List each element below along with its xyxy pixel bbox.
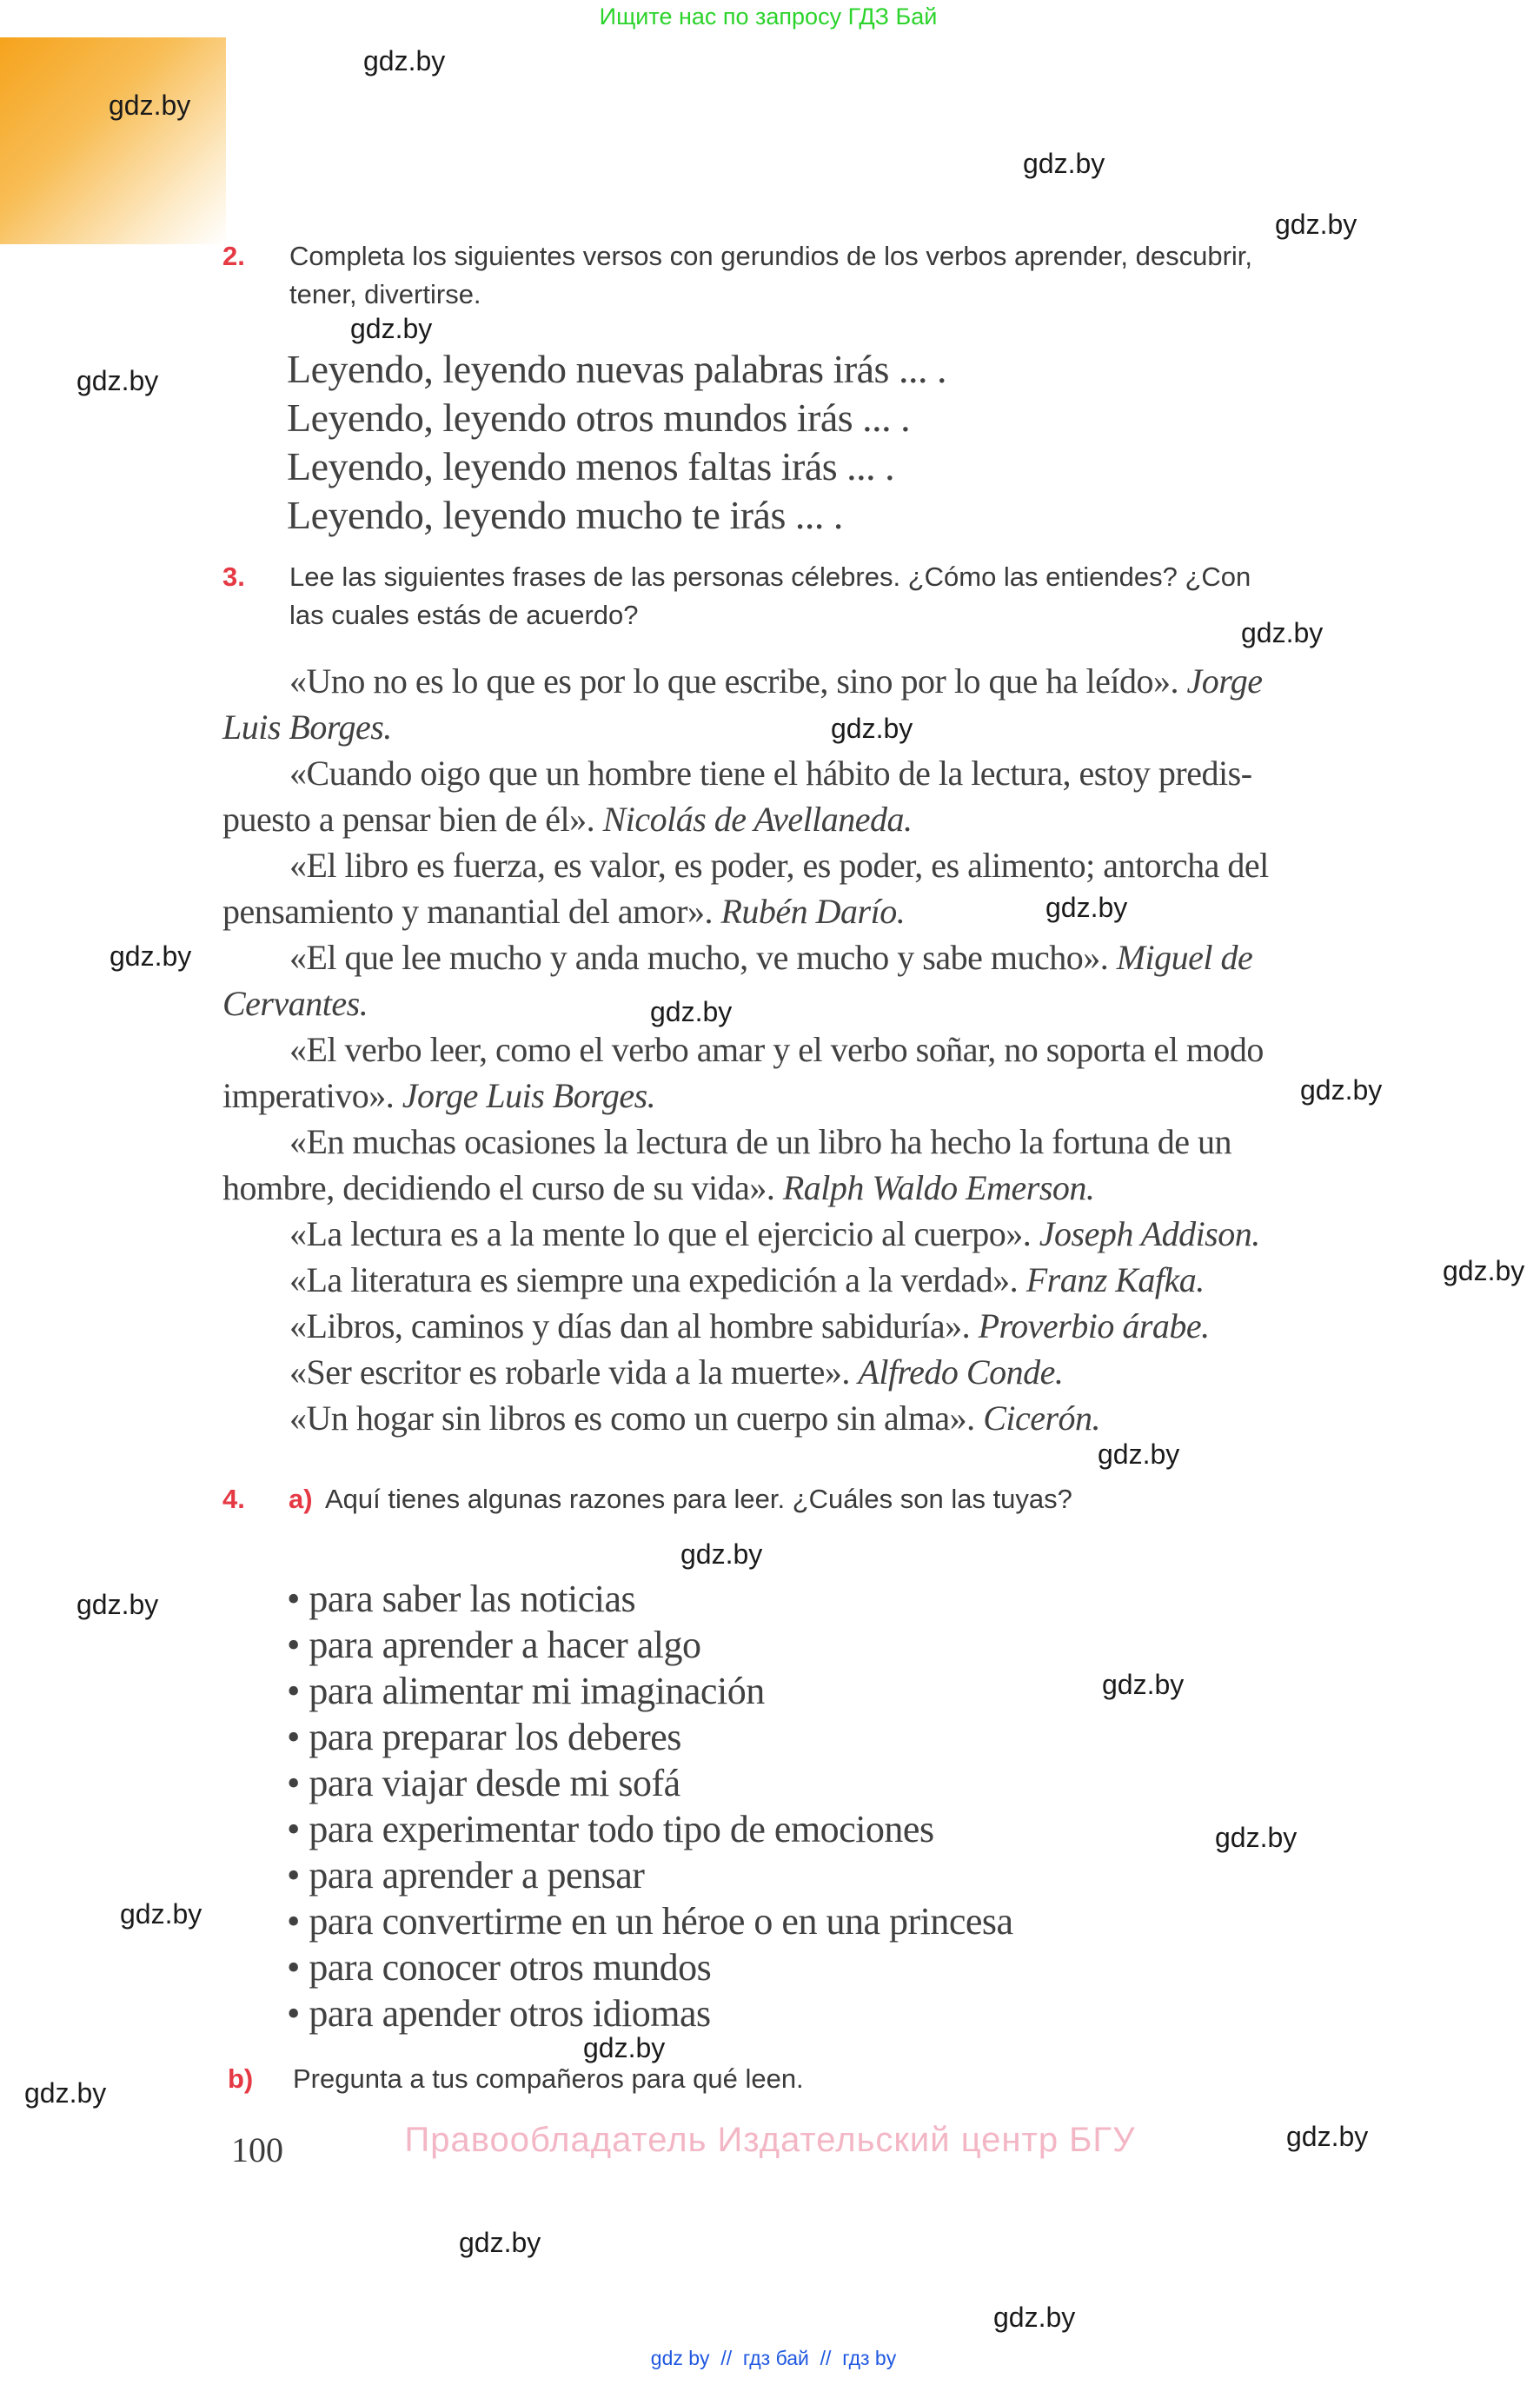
quote-text: «El verbo leer, como el verbo amar y el verbo soñar, no soporta el modo: [289, 1030, 1264, 1069]
quote-author: Proverbio árabe.: [978, 1306, 1210, 1345]
quote-text: puesto a pensar bien de él».: [222, 800, 603, 839]
bullet-item: • para conocer otros mundos: [287, 1946, 712, 1989]
quote-author: Joseph Addison.: [1039, 1214, 1260, 1253]
watermark-gdzby: gdz.by: [1300, 1074, 1383, 1106]
watermark-gdzby: gdz.by: [363, 45, 446, 76]
bullet-item: • para convertirme en un héroe o en una princesa: [287, 1900, 1013, 1943]
quote-line: [289, 661, 1263, 701]
quote-line: [222, 707, 392, 747]
quote-text: «En muchas ocasiones la lectura de un libro ha hecho la fortuna de un: [289, 1122, 1231, 1161]
quote-text: «El libro es fuerza, es valor, es poder, es poder, es alimento; antorcha del: [289, 846, 1269, 885]
bullet-item: • para aprender a pensar: [287, 1854, 645, 1897]
exercise-4b-instruction: Pregunta a tus compañeros para qué leen.: [293, 2063, 804, 2094]
quote-line: [289, 1121, 1231, 1162]
quote-text: «Libros, caminos y días dan al hombre sabiduría».: [289, 1306, 979, 1345]
bullet-item: • para saber las noticias: [287, 1578, 636, 1620]
quote-author: Alfredo Conde.: [858, 1352, 1064, 1392]
exercise-4-number: 4.: [222, 1484, 245, 1514]
watermark-gdzby: gdz.by: [831, 713, 913, 744]
quote-text: «Uno no es lo que es por lo que escribe, sino por lo que ha leído».: [289, 661, 1187, 701]
quote-author: Jorge: [1186, 661, 1263, 701]
watermark-gdzby: gdz.by: [350, 313, 433, 344]
quote-line: [289, 1213, 1260, 1254]
watermark-gdzby: gdz.by: [583, 2032, 666, 2063]
exercise-4b-label: b): [228, 2063, 254, 2094]
verse-line: Leyendo, leyendo menos faltas irás ... .: [287, 444, 895, 488]
quote-text: «El que lee mucho y anda mucho, ve mucho y sabe mucho».: [289, 938, 1117, 977]
bullet-item: • para experimentar todo tipo de emociones: [287, 1808, 934, 1850]
watermark-gdzby: gdz.by: [1443, 1255, 1525, 1286]
verse-line: Leyendo, leyendo otros mundos irás ... .: [287, 395, 911, 440]
quote-text: «La literatura es siempre una expedición a la verdad».: [289, 1260, 1026, 1299]
quote-text: «Un hogar sin libros es como un cuerpo sin alma».: [289, 1398, 984, 1438]
watermark-gdzby: gdz.by: [120, 1898, 202, 1930]
watermark-gdzby: gdz.by: [1275, 209, 1357, 240]
quote-line: [222, 1075, 655, 1116]
quote-author: Luis Borges.: [222, 708, 392, 747]
quote-line: [289, 1259, 1205, 1300]
watermark-gdzby: gdz.by: [109, 90, 191, 121]
exercise-3-instruction-line-1: Lee las siguientes frases de las personas célebres. ¿Cómo las entiendes? ¿Con: [289, 561, 1251, 592]
quote-text: pensamiento y manantial del amor».: [222, 892, 721, 931]
quote-line: [289, 1305, 1210, 1346]
watermark-gdzby: gdz.by: [1241, 617, 1324, 648]
exercise-3-number: 3.: [222, 561, 245, 592]
quote-text: «Ser escritor es robarle vida a la muerte».: [289, 1352, 859, 1392]
watermark-gdzby: gdz.by: [993, 2302, 1076, 2333]
watermark-gdzby: gdz.by: [76, 1589, 159, 1620]
watermark-gdzby: gdz.by: [1215, 1822, 1298, 1853]
bullet-item: • para alimentar mi imaginación: [287, 1670, 765, 1712]
verse-line: Leyendo, leyendo mucho te irás ... .: [287, 493, 843, 537]
watermark-gdzby: gdz.by: [459, 2227, 541, 2258]
watermark-gdzby: gdz.by: [1023, 148, 1105, 179]
quote-author: Miguel de: [1116, 938, 1253, 977]
watermark-gdzby: gdz.by: [1098, 1438, 1180, 1470]
quote-line: [222, 891, 905, 932]
page-number: 100: [231, 2130, 283, 2169]
exercise-2-instruction-line-1: Completa los siguientes versos con gerundios de los verbos aprender, descubrir,: [289, 241, 1253, 271]
bullet-item: • para preparar los deberes: [287, 1716, 681, 1758]
quote-text: «Cuando oigo que un hombre tiene el hábito de la lectura, estoy predis-: [289, 754, 1252, 793]
exercise-4a-instruction: Aquí tienes algunas razones para leer. ¿Cuáles son las tuyas?: [325, 1484, 1072, 1514]
quote-line: [289, 1352, 1063, 1392]
quote-line: [222, 1167, 1094, 1208]
bullet-item: • para aprender a hacer algo: [287, 1624, 701, 1666]
quote-line: [289, 1398, 1100, 1438]
quote-line: [289, 753, 1252, 794]
quote-text: imperativo».: [222, 1076, 402, 1115]
quote-text: «La lectura es a la mente lo que el ejercicio al cuerpo».: [289, 1214, 1039, 1253]
watermark-gdzby: gdz.by: [1045, 892, 1128, 923]
exercise-2-instruction-line-2: tener, divertirse.: [289, 279, 481, 309]
copyright-text: Правообладатель Издательский центр БГУ: [404, 2121, 1136, 2159]
watermark-gdzby: gdz.by: [650, 996, 733, 1027]
watermark-gdzby: gdz.by: [1286, 2121, 1369, 2152]
watermark-gdzby: gdz.by: [24, 2077, 107, 2109]
quote-author: Rubén Darío.: [720, 892, 906, 931]
watermark-gdzby: gdz.by: [110, 940, 192, 972]
verse-line: Leyendo, leyendo nuevas palabras irás ... .: [287, 347, 946, 391]
watermark-gdzby: gdz.by: [1102, 1669, 1185, 1700]
quote-line: [222, 983, 368, 1024]
quote-line: [222, 799, 913, 840]
watermark-gdzby: gdz.by: [76, 365, 159, 396]
bullet-item: • para viajar desde mi sofá: [287, 1762, 680, 1804]
quote-text: hombre, decidiendo el curso de su vida».: [222, 1168, 783, 1207]
quote-author: Jorge Luis Borges.: [402, 1076, 656, 1115]
quote-author: Nicolás de Avellaneda.: [602, 800, 913, 839]
quote-author: Cicerón.: [983, 1398, 1101, 1438]
quote-author: Ralph Waldo Emerson.: [782, 1168, 1095, 1207]
quote-author: Franz Kafka.: [1026, 1260, 1205, 1299]
exercise-3-instruction-line-2: las cuales estás de acuerdo?: [289, 600, 639, 630]
quote-line: [289, 845, 1269, 886]
exercise-2-number: 2.: [222, 241, 245, 271]
quote-line: [289, 937, 1252, 978]
orange-gradient-box: [0, 37, 226, 244]
bullet-item: • para apender otros idiomas: [287, 1992, 711, 2035]
top-banner-text: Ищите нас по запросу ГДЗ Бай: [599, 3, 938, 30]
quote-line: [289, 1029, 1264, 1070]
footer-search-links[interactable]: gdz by // гдз бай // гдз by: [650, 2347, 897, 2369]
exercise-4a-label: a): [289, 1484, 313, 1514]
quote-author: Cervantes.: [222, 984, 368, 1023]
watermark-gdzby: gdz.by: [680, 1538, 763, 1570]
